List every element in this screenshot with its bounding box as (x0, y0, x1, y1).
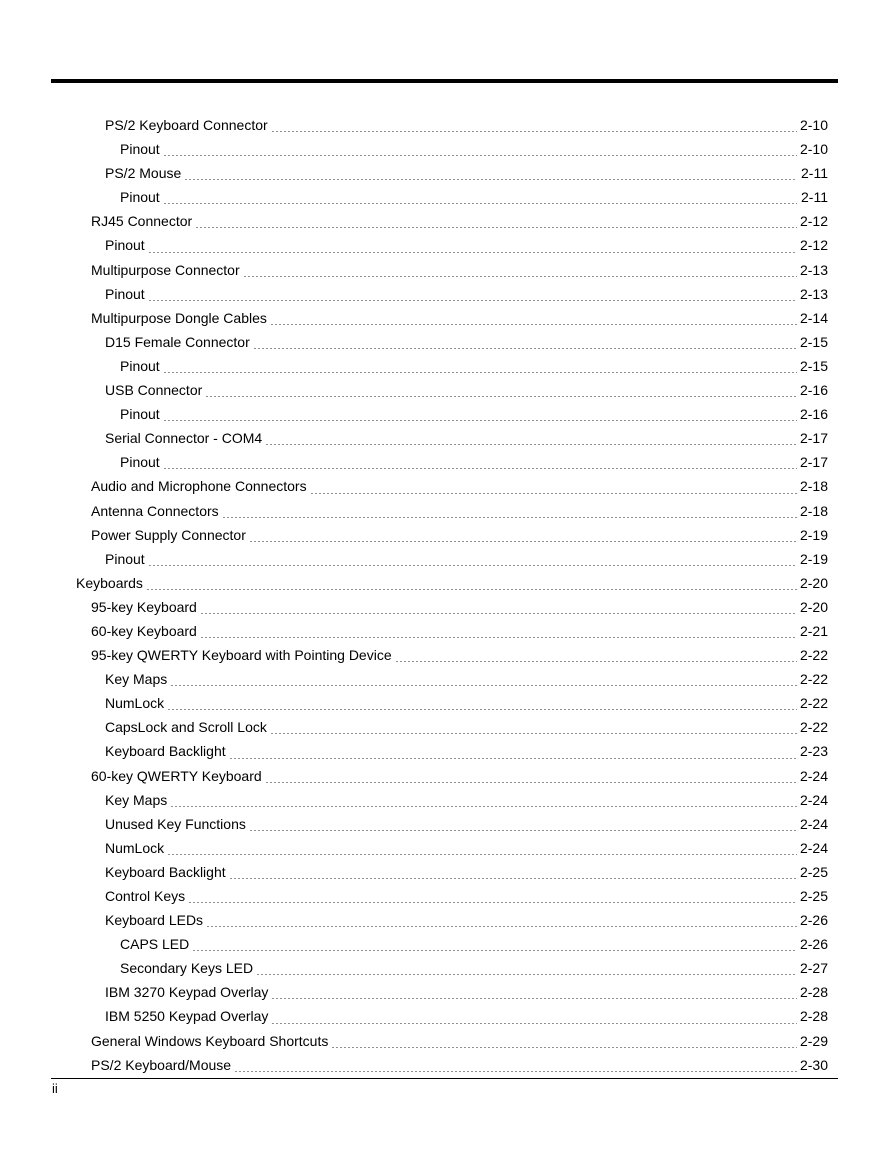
toc-entry[interactable] (0, 379, 892, 403)
toc-entry-page: 2-19 (799, 526, 828, 543)
toc-entry[interactable] (0, 957, 892, 981)
dot-leader (249, 541, 797, 542)
toc-entry-title: CapsLock and Scroll Lock (105, 719, 267, 736)
toc-entry[interactable] (0, 933, 892, 957)
footer-rule (51, 1078, 838, 1079)
dot-leader (184, 179, 797, 180)
dot-leader (253, 348, 797, 349)
toc-entry[interactable] (0, 355, 892, 379)
toc-entry-title: Pinout (120, 189, 160, 206)
dot-leader (249, 830, 797, 831)
dot-leader (163, 155, 797, 156)
dot-leader (200, 613, 797, 614)
toc-entry[interactable] (0, 692, 892, 716)
toc-entry-title: Pinout (105, 285, 145, 302)
toc-entry[interactable] (0, 572, 892, 596)
toc-entry[interactable] (0, 162, 892, 186)
dot-leader (206, 926, 797, 927)
dot-leader (331, 1047, 797, 1048)
toc-entry[interactable] (0, 620, 892, 644)
toc-entry[interactable] (0, 668, 892, 692)
toc-entry-page: 2-22 (799, 647, 828, 664)
toc-entry[interactable] (0, 789, 892, 813)
toc-entry-title: Key Maps (105, 671, 168, 688)
dot-leader (167, 854, 797, 855)
toc-entry-page: 2-24 (799, 767, 828, 784)
dot-leader (205, 396, 797, 397)
toc-entry-page: 2-23 (799, 743, 828, 760)
dot-leader (163, 372, 797, 373)
toc-entry-title: Multipurpose Dongle Cables (91, 309, 267, 326)
toc-entry-page: 2-10 (799, 141, 828, 158)
toc-entry-title: Key Maps (105, 791, 168, 808)
dot-leader (395, 661, 797, 662)
toc-entry[interactable] (0, 716, 892, 740)
toc-entry[interactable] (0, 644, 892, 668)
dot-leader (146, 589, 797, 590)
toc-entry-page: 2-22 (799, 695, 828, 712)
toc-entry-title: Keyboard LEDs (105, 912, 204, 929)
toc-entry-title: NumLock (105, 839, 165, 856)
toc-entry-title: NumLock (105, 695, 165, 712)
toc-entry[interactable] (0, 885, 892, 909)
toc-entry-title: IBM 3270 Keypad Overlay (105, 984, 269, 1001)
toc-entry-title: Pinout (105, 550, 145, 567)
toc-entry-title: PS/2 Keyboard/Mouse (91, 1056, 232, 1073)
toc-entry-page: 2-24 (799, 815, 828, 832)
toc-entry-page: 2-16 (799, 406, 828, 423)
dot-leader (265, 782, 797, 783)
toc-entry-page: 2-15 (799, 357, 828, 374)
toc-entry[interactable] (0, 210, 892, 234)
header-rule (51, 79, 838, 83)
dot-leader (170, 685, 797, 686)
toc-entry-page: 2-16 (799, 382, 828, 399)
dot-leader (310, 493, 797, 494)
toc-entry[interactable] (0, 740, 892, 764)
toc-entry-title: Serial Connector - COM4 (105, 430, 263, 447)
toc-entry[interactable] (0, 234, 892, 258)
toc-entry-title: RJ45 Connector (91, 213, 193, 230)
toc-entry-title: CAPS LED (120, 936, 190, 953)
toc-entry-title: D15 Female Connector (105, 333, 250, 350)
dot-leader (163, 468, 797, 469)
dot-leader (148, 565, 797, 566)
toc-entry[interactable] (0, 307, 892, 331)
toc-entry-page: 2-19 (799, 550, 828, 567)
toc-entry-page: 2-10 (799, 117, 828, 133)
toc-entry[interactable] (0, 186, 892, 210)
toc-entry-page: 2-30 (799, 1056, 828, 1073)
toc-entry-title: Pinout (105, 237, 145, 254)
dot-leader (229, 878, 797, 879)
dot-leader (270, 733, 797, 734)
dot-leader (222, 517, 797, 518)
dot-leader (188, 902, 797, 903)
toc-entry-page: 2-24 (799, 791, 828, 808)
toc-entry-page: 2-24 (799, 839, 828, 856)
dot-leader (148, 252, 797, 253)
dot-leader (271, 998, 797, 999)
dot-leader (170, 806, 797, 807)
toc-entry-page: 2-14 (799, 309, 828, 326)
toc-entry-page: 2-25 (799, 888, 828, 904)
toc-entry-page: 2-11 (801, 165, 828, 182)
toc-entry-page: 2-18 (799, 478, 828, 495)
toc-entry-page: 2-13 (799, 285, 828, 302)
toc-entry[interactable] (0, 427, 892, 451)
toc-entry-title: Pinout (120, 454, 160, 471)
toc-entry-title: Control Keys (105, 888, 186, 904)
toc-entry[interactable] (0, 138, 892, 162)
toc-entry[interactable] (0, 1054, 892, 1078)
toc-entry-title: Keyboard Backlight (105, 743, 226, 760)
toc-entry[interactable] (0, 1005, 892, 1029)
dot-leader (200, 637, 797, 638)
toc-entry[interactable] (0, 475, 892, 499)
toc-entry-title: 95-key QWERTY Keyboard with Pointing Device (91, 647, 392, 664)
dot-leader (192, 950, 797, 951)
toc-entry-page: 2-25 (799, 863, 828, 880)
toc-entry[interactable] (0, 331, 892, 355)
dot-leader (167, 709, 797, 710)
toc-entry-title: Antenna Connectors (91, 502, 219, 519)
toc-entry-title: Pinout (120, 406, 160, 423)
toc-entry-page: 2-28 (799, 984, 828, 1001)
toc-entry-page: 2-15 (799, 333, 828, 350)
toc-entry-title: Keyboard Backlight (105, 863, 226, 880)
dot-leader (195, 227, 797, 228)
dot-leader (163, 420, 797, 421)
dot-leader (270, 324, 797, 325)
toc-entry[interactable] (0, 909, 892, 933)
toc-entry-page: 2-18 (799, 502, 828, 519)
toc-entry-title: Unused Key Functions (105, 815, 246, 832)
toc-entry-page: 2-22 (799, 671, 828, 688)
toc-entry[interactable] (0, 500, 892, 524)
toc-entry-page: 2-26 (799, 936, 828, 953)
toc-entry-title: Power Supply Connector (91, 526, 246, 543)
toc-entry-page: 2-17 (799, 430, 828, 447)
toc-entry-page: 2-12 (799, 237, 828, 254)
toc-entry-title: PS/2 Mouse (105, 165, 182, 182)
toc-entry-title: IBM 5250 Keypad Overlay (105, 1008, 269, 1025)
toc-entry[interactable] (0, 596, 892, 620)
toc-entry[interactable] (0, 259, 892, 283)
toc-entry-title: USB Connector (105, 382, 203, 399)
toc-entry[interactable] (0, 451, 892, 475)
toc-entry-page: 2-17 (799, 454, 828, 471)
dot-leader (256, 974, 797, 975)
toc-entry-title: 95-key Keyboard (91, 598, 197, 615)
toc-entry-title: PS/2 Keyboard Connector (105, 117, 268, 133)
toc-entry-page: 2-26 (799, 912, 828, 929)
dot-leader (163, 203, 797, 204)
toc-entry[interactable] (0, 403, 892, 427)
toc-entry-page: 2-13 (799, 261, 828, 278)
toc-entry[interactable] (0, 813, 892, 837)
toc-entry[interactable] (0, 548, 892, 572)
dot-leader (229, 758, 797, 759)
toc-entry-title: Multipurpose Connector (91, 261, 240, 278)
toc-entry[interactable] (0, 283, 892, 307)
dot-leader (271, 1023, 797, 1024)
toc-entry[interactable] (0, 765, 892, 789)
toc-entry-page: 2-12 (799, 213, 828, 230)
toc-entry-title: Keyboards (76, 574, 143, 591)
toc-entry-page: 2-21 (799, 622, 828, 639)
toc-entry[interactable] (0, 524, 892, 548)
toc-entry[interactable] (0, 114, 892, 138)
toc-entry-title: Pinout (120, 357, 160, 374)
toc-entry-title: Secondary Keys LED (120, 960, 254, 977)
dot-leader (265, 444, 797, 445)
toc-entry-page: 2-28 (799, 1008, 828, 1025)
toc-entry-page: 2-27 (799, 960, 828, 977)
page-number: ii (52, 1081, 58, 1096)
toc-entry-title: General Windows Keyboard Shortcuts (91, 1032, 329, 1049)
toc-entry[interactable] (0, 837, 892, 861)
toc-entry-page: 2-11 (801, 189, 828, 206)
toc-entry[interactable] (0, 1030, 892, 1054)
dot-leader (234, 1071, 797, 1072)
toc-entry-page: 2-22 (799, 719, 828, 736)
table-of-contents (0, 114, 892, 1078)
toc-entry-title: 60-key QWERTY Keyboard (91, 767, 262, 784)
dot-leader (243, 276, 797, 277)
toc-entry[interactable] (0, 981, 892, 1005)
toc-entry-page: 2-20 (799, 574, 828, 591)
dot-leader (148, 300, 797, 301)
toc-entry-title: Pinout (120, 141, 160, 158)
toc-entry-title: 60-key Keyboard (91, 622, 197, 639)
dot-leader (271, 131, 797, 132)
toc-entry-title: Audio and Microphone Connectors (91, 478, 307, 495)
toc-entry-page: 2-20 (799, 598, 828, 615)
toc-entry-page: 2-29 (799, 1032, 828, 1049)
toc-entry[interactable] (0, 861, 892, 885)
